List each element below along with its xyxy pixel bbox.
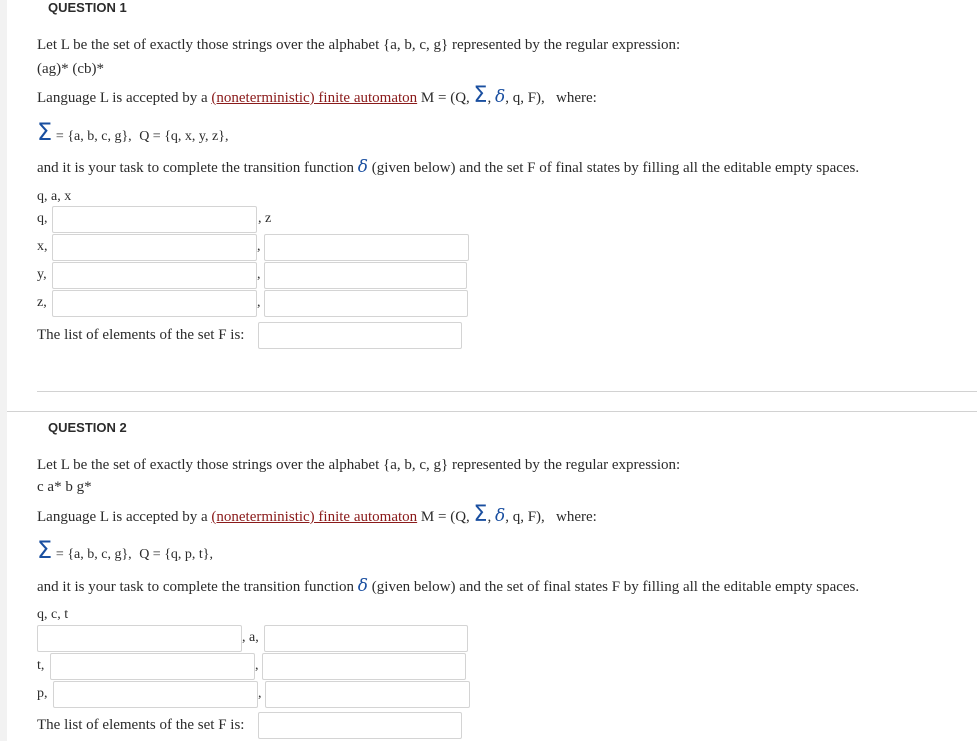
q2-header-row: q, c, t [37, 607, 69, 622]
q2-row-0-input-1[interactable] [37, 625, 242, 652]
q1-delta-symbol: δ [494, 87, 506, 107]
q1-row-x-input-2[interactable] [264, 234, 469, 261]
q2-row-label-t: t, [37, 658, 45, 673]
q2-task-delta: δ [357, 576, 369, 596]
question-1-title: QUESTION 1 [48, 0, 127, 15]
left-gutter [0, 0, 7, 741]
q1-row-y-sep: , [257, 267, 261, 282]
q1-sigma-symbol: Σ [473, 83, 488, 108]
q1-row-label-z: z, [37, 295, 47, 310]
q1-row-x-input-1[interactable] [52, 234, 257, 261]
q2-row-0-input-2[interactable] [264, 625, 468, 652]
q1-where: where: [556, 90, 597, 106]
q1-row-q-suffix: , z [258, 211, 272, 226]
q2-task [37, 576, 859, 596]
q2-task-suffix: (given below) and the set of final states F by filling all the editable empty spaces. [371, 579, 860, 595]
q1-row-z-sep: , [257, 295, 261, 310]
q2-where: where: [556, 509, 597, 525]
q1-row-x-sep: , [257, 239, 261, 254]
q1-row-z-input-2[interactable] [264, 290, 468, 317]
q2-row-p-input-2[interactable] [265, 681, 470, 708]
q1-language-line [37, 85, 597, 107]
q1-final-states-input[interactable] [258, 322, 462, 349]
q2-delta-symbol: δ [494, 506, 506, 526]
q2-m-mid: , [487, 509, 495, 525]
q1-divider [37, 391, 977, 392]
q1-automaton-link[interactable]: (noneterministic) finite automaton [211, 90, 418, 106]
q2-q-def: Q = {q, p, t}, [139, 547, 214, 562]
q2-lang-prefix: Language L is accepted by a [37, 509, 212, 525]
q2-m-prefix: M = (Q, [420, 509, 474, 525]
q2-intro: Let L be the set of exactly those strings over the alphabet {a, b, c, g} represented by the regular expression: [37, 457, 681, 473]
q1-sigma-def: = {a, b, c, g}, [55, 129, 132, 144]
q2-language-line [37, 504, 597, 526]
q1-m-tail: , q, F), [505, 90, 545, 106]
q2-task-prefix: and it is your task to complete the transition function [37, 579, 355, 595]
q1-task-prefix: and it is your task to complete the transition function [37, 160, 355, 176]
q1-header-row: q, a, x [37, 189, 72, 204]
q1-definitions [37, 120, 228, 145]
q2-row-label-p: p, [37, 686, 48, 701]
q1-regex: (ag)* (cb)* [37, 61, 105, 77]
q1-row-label-x: x, [37, 239, 48, 254]
q1-row-label-y: y, [37, 267, 47, 282]
q2-row-t-sep: , [255, 658, 259, 673]
q1-q-def: Q = {q, x, y, z}, [139, 129, 229, 144]
q1-row-z-input-1[interactable] [52, 290, 257, 317]
q2-sigma-symbol: Σ [473, 502, 488, 527]
q2-row-t-input-1[interactable] [50, 653, 255, 680]
q1-sigma-def-symbol: Σ [37, 118, 53, 146]
q2-row-p-input-1[interactable] [53, 681, 258, 708]
q2-final-label: The list of elements of the set F is: [37, 717, 245, 733]
q1-final-label: The list of elements of the set F is: [37, 327, 245, 343]
q2-row-p-sep: , [258, 686, 262, 701]
q1-m-mid: , [487, 90, 495, 106]
q1-row-y-input-2[interactable] [264, 262, 467, 289]
q2-sigma-def: = {a, b, c, g}, [55, 547, 132, 562]
question-2-title: QUESTION 2 [48, 420, 127, 435]
q2-automaton-link[interactable]: (noneterministic) finite automaton [211, 509, 418, 525]
q1-lang-prefix: Language L is accepted by a [37, 90, 212, 106]
q2-row-t-input-2[interactable] [262, 653, 466, 680]
q2-sigma-def-symbol: Σ [37, 536, 53, 564]
q1-m-prefix: M = (Q, [420, 90, 474, 106]
q2-m-tail: , q, F), [505, 509, 545, 525]
q2-regex: c a* b g* [37, 479, 92, 495]
question-separator [7, 411, 977, 412]
q1-row-label-q: q, [37, 211, 48, 226]
q1-task [37, 157, 859, 177]
q2-final-states-input[interactable] [258, 712, 462, 739]
q1-row-q-input[interactable] [52, 206, 257, 233]
q2-row-0-mid: , a, [242, 630, 259, 645]
q2-definitions [37, 538, 213, 563]
q1-intro: Let L be the set of exactly those strings over the alphabet {a, b, c, g} represented by the regular expression: [37, 37, 681, 53]
q1-task-delta: δ [357, 157, 369, 177]
q1-row-y-input-1[interactable] [52, 262, 257, 289]
q1-task-suffix: (given below) and the set F of final states by filling all the editable empty spaces. [371, 160, 860, 176]
